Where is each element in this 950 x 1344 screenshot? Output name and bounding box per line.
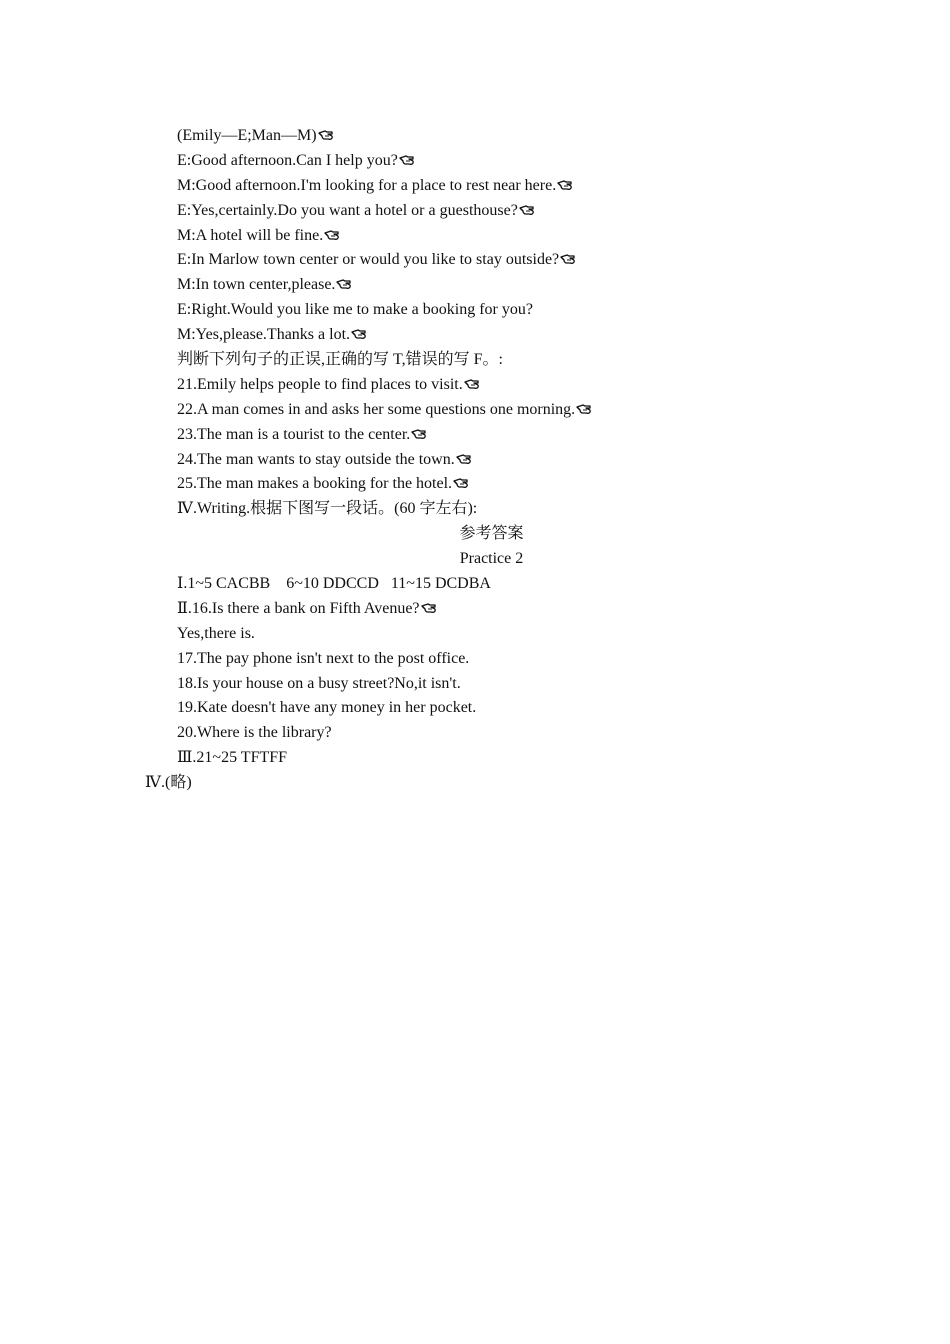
answer-title: 参考答案 xyxy=(459,525,524,543)
answer-line: 18.Is your house on a busy street?No,it isn't. xyxy=(177,674,461,692)
statement-line: 21.Emily helps people to find places to visit. xyxy=(0,373,950,398)
document-content xyxy=(0,124,950,796)
hand-pointer-icon xyxy=(576,403,593,415)
answer-part4: Ⅳ.(略) xyxy=(145,774,192,792)
answer-part2-first: Ⅱ.16.Is there a bank on Fifth Avenue? xyxy=(0,597,950,622)
instruction-line: 判断下列句子的正误,正确的写 T,错误的写 F。: xyxy=(177,351,503,369)
hand-pointer-icon xyxy=(351,328,368,340)
hand-pointer-icon xyxy=(453,477,470,489)
dialogue-line: M:Good afternoon.I'm looking for a place to rest near here. xyxy=(0,174,950,199)
hand-pointer-icon xyxy=(324,229,341,241)
hand-pointer-icon xyxy=(560,253,577,265)
answer-line: Yes,there is. xyxy=(177,624,255,642)
hand-pointer-icon xyxy=(519,204,536,216)
statement-line: 23.The man is a tourist to the center. xyxy=(0,423,950,448)
statement-line: 25.The man makes a booking for the hotel. xyxy=(0,472,950,497)
hand-pointer-icon xyxy=(318,129,335,141)
dialogue-line: M:A hotel will be fine. xyxy=(0,224,950,249)
answer-part1: Ⅰ.1~5 CACBB 6~10 DDCCD 11~15 DCDBA xyxy=(177,575,491,593)
dialogue-line: E:Right.Would you like me to make a booking for you? xyxy=(177,301,533,319)
hand-pointer-icon xyxy=(557,179,574,191)
dialogue-line: M:In town center,please. xyxy=(0,273,950,298)
statement-line: 22.A man comes in and asks her some questions one morning. xyxy=(0,398,950,423)
dialogue-line: (Emily—E;Man—M) xyxy=(0,124,950,149)
answer-line: 17.The pay phone isn't next to the post office. xyxy=(177,649,470,667)
writing-task-line: Ⅳ.Writing.根据下图写一段话。(60 字左右): xyxy=(177,500,478,518)
answer-line: 20.Where is the library? xyxy=(177,724,332,742)
hand-pointer-icon xyxy=(399,154,416,166)
answer-line: 19.Kate doesn't have any money in her pocket. xyxy=(177,699,477,717)
hand-pointer-icon xyxy=(336,278,353,290)
hand-pointer-icon xyxy=(421,602,438,614)
dialogue-line: E:Yes,certainly.Do you want a hotel or a guesthouse? xyxy=(0,199,950,224)
answer-part3: Ⅲ.21~25 TFTFF xyxy=(177,749,288,767)
hand-pointer-icon xyxy=(456,453,473,465)
dialogue-line: M:Yes,please.Thanks a lot. xyxy=(0,323,950,348)
dialogue-line: E:In Marlow town center or would you like to stay outside? xyxy=(0,248,950,273)
hand-pointer-icon xyxy=(411,428,428,440)
dialogue-line: E:Good afternoon.Can I help you? xyxy=(0,149,950,174)
answer-subtitle: Practice 2 xyxy=(459,550,524,568)
hand-pointer-icon xyxy=(464,378,481,390)
statement-line: 24.The man wants to stay outside the town. xyxy=(0,448,950,473)
